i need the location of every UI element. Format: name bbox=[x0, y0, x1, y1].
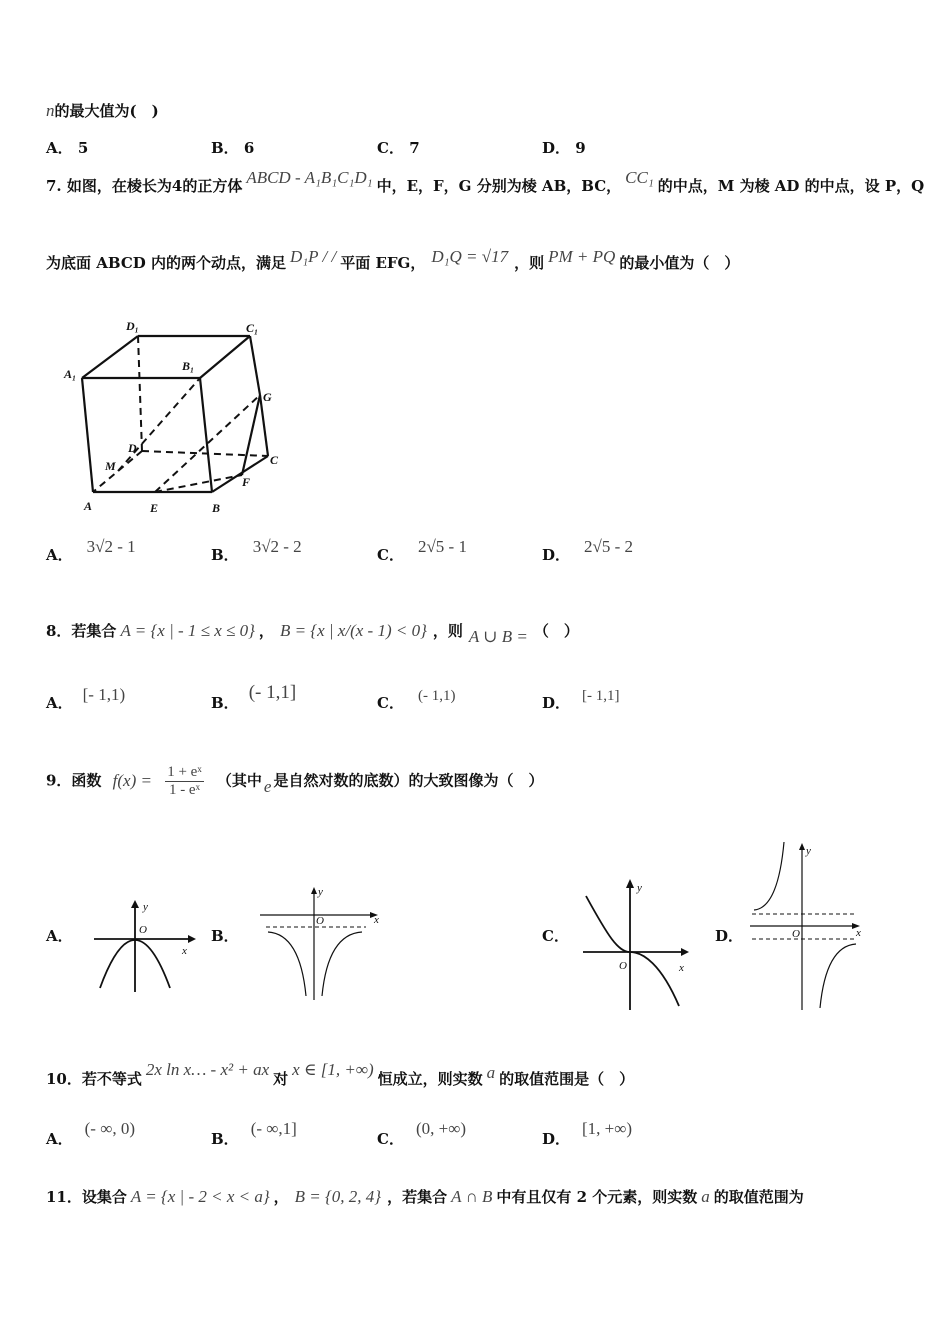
svg-text:O: O bbox=[619, 960, 627, 972]
q6-stem bbox=[46, 100, 159, 121]
q7-option-c[interactable]: C． 2√5 - 1 bbox=[377, 537, 467, 564]
q9-option-c[interactable]: C． bbox=[542, 927, 569, 945]
label-M: M bbox=[105, 459, 116, 473]
q9-graph-a[interactable] bbox=[88, 900, 198, 995]
q10-inequality: 2x ln x… - x² + ax bbox=[145, 1060, 270, 1079]
q11-set-b: B = {0, 2, 4} bbox=[294, 1187, 382, 1206]
q6-option-d[interactable]: D． 9 bbox=[542, 139, 586, 157]
q10-stem: 10．若不等式 2x ln x… - x² + ax 对 x ∈ [1, +∞) 恒成立，则实数 a 的取值范围是（ ） bbox=[46, 1060, 635, 1088]
q7-option-b[interactable]: B． 3√2 - 2 bbox=[211, 537, 302, 564]
q11-expression: A ∩ B bbox=[451, 1187, 493, 1206]
q10-option-d[interactable]: D．[1, +∞) bbox=[542, 1119, 633, 1148]
q7-expression: PM + PQ bbox=[548, 247, 616, 266]
svg-text:y: y bbox=[318, 886, 323, 898]
q9-stem: 9．函数 f(x) = $\frac{\text{1 + eˣ}}{\text{1 - eˣ}}$ （其中 e 是自然对数的底数）的大致图像为（ ） bbox=[46, 764, 544, 798]
q6-option-c[interactable]: C． 7 bbox=[377, 139, 420, 157]
q9-fraction: $\frac{\text{1 + eˣ}}{\text{1 - eˣ}}$ bbox=[167, 764, 202, 798]
q7-option-d[interactable]: D． 2√5 - 2 bbox=[542, 537, 634, 564]
q9-graph-b[interactable] bbox=[258, 886, 388, 1004]
q7-cube-name: ABCD - A₁B₁C₁D₁ bbox=[246, 168, 373, 187]
q8-expression: A ∪ B = bbox=[468, 627, 528, 646]
q7-stem-line1: 7. 如图，在棱长为4的正方体 ABCD - A₁B₁C₁D₁ 中，E，F，G 分别为棱 AB，BC， CC₁ 的中点，M 为棱 AD 的中点，设 P，Q bbox=[46, 168, 925, 195]
svg-text:O: O bbox=[792, 928, 800, 940]
cube-figure bbox=[60, 318, 290, 518]
q6-option-b[interactable]: B． 6 bbox=[211, 139, 255, 157]
q11-set-a: A = {x | - 2 < x < a} bbox=[130, 1187, 270, 1206]
q6-option-a[interactable]: A． 5 bbox=[46, 139, 89, 157]
q7-condition-2: D₁Q = √17 bbox=[431, 247, 509, 266]
label-G: G bbox=[263, 390, 272, 404]
q8-option-b[interactable]: B． (- 1,1] bbox=[211, 682, 297, 712]
label-F: F bbox=[242, 475, 251, 489]
label-A: A bbox=[84, 499, 93, 513]
q9-option-d[interactable]: D． bbox=[715, 927, 744, 945]
q8-option-c[interactable]: C． (- 1,1) bbox=[377, 688, 456, 712]
label-C1: C₁ bbox=[246, 321, 259, 335]
q10-option-b[interactable]: B．(- ∞,1] bbox=[211, 1119, 297, 1148]
q9-func: f(x) = bbox=[112, 770, 152, 790]
svg-text:x: x bbox=[679, 962, 684, 974]
q10-option-a[interactable]: A．(- ∞, 0) bbox=[46, 1119, 135, 1148]
label-A1: A₁ bbox=[64, 367, 77, 381]
svg-text:O: O bbox=[316, 915, 324, 927]
q9-graph-d[interactable] bbox=[748, 838, 868, 1014]
svg-text:y: y bbox=[637, 882, 642, 894]
q8-stem: 8．若集合 A = {x | - 1 ≤ x ≤ 0} ， B = {x | x/(x - 1) < 0} ，则 A ∪ B = （ ） bbox=[46, 621, 579, 646]
q9-graph-c[interactable] bbox=[583, 876, 693, 1012]
q7-option-a[interactable]: A． 3√2 - 1 bbox=[46, 537, 136, 564]
q10-domain: x ∈ [1, +∞) bbox=[292, 1060, 374, 1079]
svg-text:y: y bbox=[806, 845, 811, 857]
svg-text:x: x bbox=[856, 927, 861, 939]
svg-text:x: x bbox=[374, 914, 379, 926]
q9-option-a[interactable]: A． bbox=[46, 927, 73, 945]
q9-option-b[interactable]: B． bbox=[211, 927, 239, 945]
q7-cc1: CC₁ bbox=[625, 168, 654, 187]
q6-var: n bbox=[46, 101, 55, 120]
q8-set-a: A = {x | - 1 ≤ x ≤ 0} bbox=[120, 621, 255, 640]
q7-condition-1: D₁P / / bbox=[290, 247, 337, 266]
label-C: C bbox=[270, 453, 279, 467]
label-D: D bbox=[128, 441, 137, 455]
q8-set-b: B = {x | x/(x - 1) < 0} bbox=[279, 621, 427, 640]
q10-option-c[interactable]: C．(0, +∞) bbox=[377, 1119, 466, 1148]
svg-text:x: x bbox=[182, 945, 187, 957]
q11-stem: 11．设集合 A = {x | - 2 < x < a} ， B = {0, 2, 4} ，若集合 A ∩ B 中有且仅有 2 个元素，则实数 a 的取值范围为 bbox=[46, 1187, 804, 1206]
label-D1: D₁ bbox=[126, 319, 139, 333]
q8-option-a[interactable]: A． [- 1,1) bbox=[46, 685, 126, 712]
svg-text:y: y bbox=[143, 901, 148, 913]
svg-text:O: O bbox=[139, 924, 147, 936]
label-B1: B₁ bbox=[182, 359, 195, 373]
q8-option-d[interactable]: D． [- 1,1] bbox=[542, 688, 620, 712]
label-E: E bbox=[150, 501, 159, 515]
label-B: B bbox=[212, 501, 221, 515]
q7-stem-line2: 为底面 ABCD 内的两个动点，满足 D₁P / / 平面 EFG， D₁Q = √17 ，则 PM + PQ 的最小值为（ ） bbox=[46, 247, 740, 272]
q6-stem-text: 的最大值为( ) bbox=[54, 102, 159, 120]
